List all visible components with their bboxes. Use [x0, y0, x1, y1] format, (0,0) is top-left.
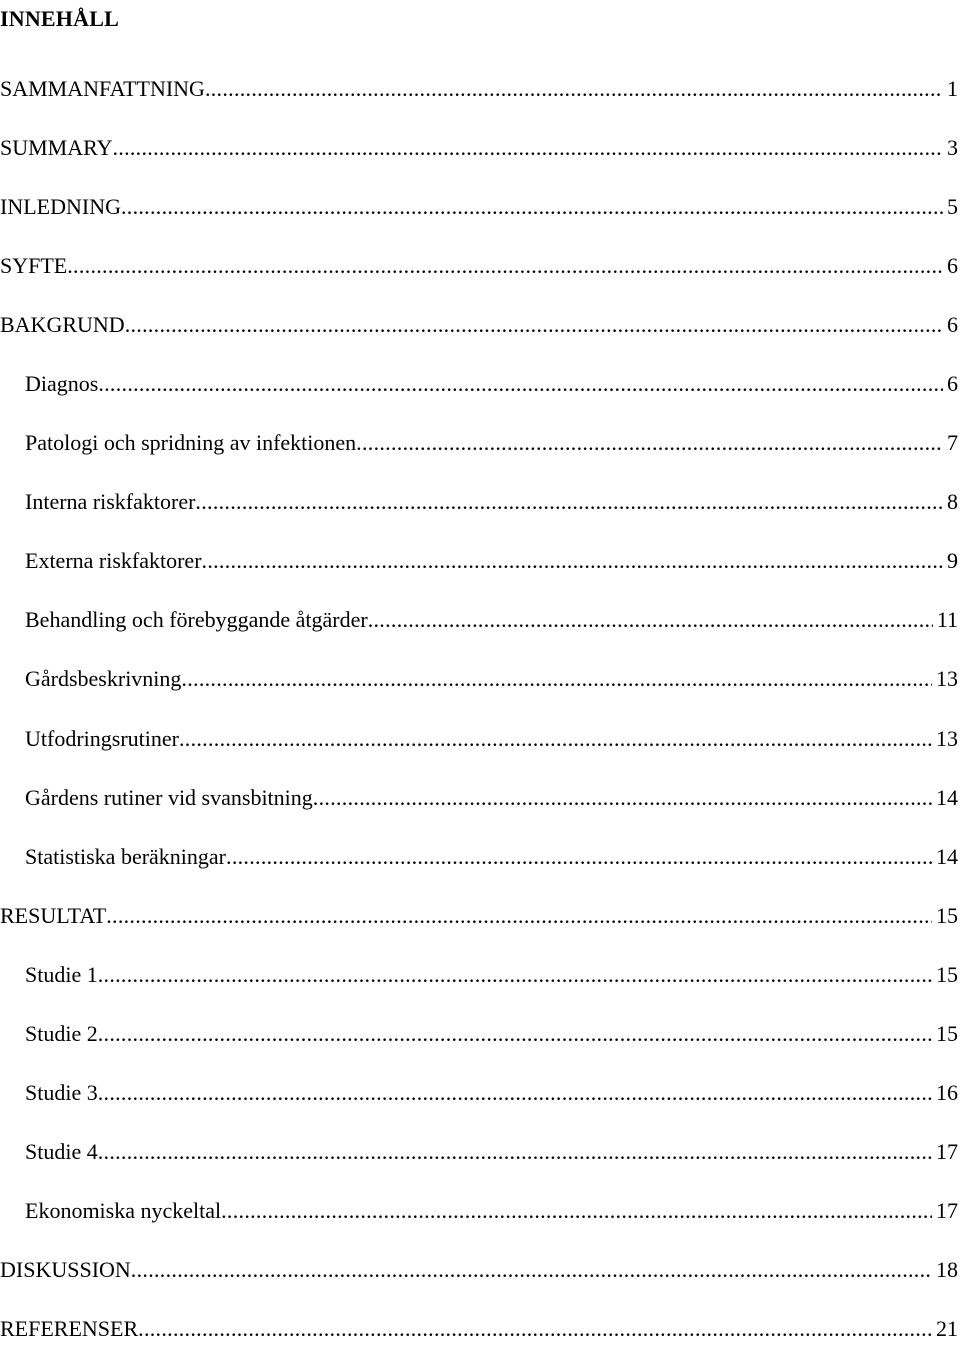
toc-entry[interactable]	[0, 1313, 960, 1372]
toc-entry[interactable]	[0, 191, 960, 250]
toc-dot-leader	[131, 1254, 932, 1286]
toc-entry-label: Ekonomiska nyckeltal	[25, 1197, 222, 1223]
toc-dot-leader	[98, 959, 932, 991]
toc-entry[interactable]	[0, 250, 960, 309]
toc-entry[interactable]	[0, 900, 960, 959]
toc-entry-page-number: 9	[947, 548, 958, 574]
toc-dot-leader	[181, 663, 932, 695]
toc-title: INNEHÅLL	[0, 6, 119, 31]
toc-entry-label: INLEDNING	[0, 194, 121, 220]
toc-entry-page-number: 3	[947, 135, 958, 161]
toc-entry-label: BAKGRUND	[0, 312, 125, 338]
toc-entry-page-number: 8	[947, 489, 958, 515]
toc-dot-leader	[98, 1018, 932, 1050]
toc-entry[interactable]	[0, 723, 960, 782]
toc-dot-leader	[195, 486, 943, 518]
toc-dot-leader	[226, 841, 932, 873]
toc-entry-label: Statistiska beräkningar	[25, 843, 227, 869]
toc-entry[interactable]	[0, 604, 960, 663]
table-of-contents	[0, 73, 960, 1372]
toc-entry[interactable]	[0, 782, 960, 841]
toc-entry-page-number: 1	[947, 76, 958, 101]
toc-dot-leader	[221, 1195, 932, 1227]
toc-dot-leader	[98, 1136, 932, 1168]
toc-entry-label: Studie 1	[25, 961, 98, 987]
toc-entry-page-number: 5	[947, 194, 958, 220]
toc-dot-leader	[67, 250, 943, 282]
toc-entry-page-number: 6	[947, 312, 958, 338]
toc-entry-label: Gårdsbeskrivning	[25, 666, 182, 692]
toc-entry[interactable]	[0, 959, 960, 1018]
toc-dot-leader	[179, 723, 932, 755]
toc-entry-label: SUMMARY	[0, 135, 113, 161]
toc-entry-label: SYFTE	[0, 253, 68, 279]
toc-entry-page-number: 16	[936, 1079, 958, 1105]
toc-entry-label: Utfodringsrutiner	[25, 725, 179, 751]
toc-entry-page-number: 14	[936, 843, 958, 869]
toc-entry-page-number: 21	[936, 1315, 958, 1341]
toc-dot-leader	[356, 427, 943, 459]
toc-entry[interactable]	[0, 1077, 960, 1136]
toc-entry-page-number: 11	[936, 607, 958, 633]
toc-entry-label: Diagnos	[25, 371, 99, 397]
toc-entry-page-number: 13	[936, 666, 958, 692]
toc-entry-label: RESULTAT	[0, 902, 107, 928]
toc-entry[interactable]	[0, 545, 960, 604]
toc-entry[interactable]	[0, 1018, 960, 1077]
toc-entry-page-number: 13	[936, 725, 958, 751]
toc-entry-label: Patologi och spridning av infektionen	[25, 430, 357, 456]
toc-entry-label: Studie 4	[25, 1138, 98, 1164]
toc-entry-label: Studie 2	[25, 1020, 98, 1046]
toc-entry-page-number: 15	[936, 961, 958, 987]
toc-entry[interactable]	[0, 1254, 960, 1313]
toc-dot-leader	[98, 1077, 932, 1109]
toc-dot-leader	[125, 309, 943, 341]
toc-entry-label: REFERENSER	[0, 1315, 139, 1341]
toc-entry-label: Behandling och förebyggande åtgärder	[25, 607, 368, 633]
toc-dot-leader	[368, 604, 933, 636]
toc-entry[interactable]	[0, 427, 960, 486]
toc-entry[interactable]	[0, 1195, 960, 1254]
toc-entry-page-number: 6	[947, 371, 958, 397]
toc-dot-leader	[205, 73, 943, 105]
toc-entry-page-number: 15	[936, 1020, 958, 1046]
toc-entry-label: SAMMANFATTNING	[0, 76, 205, 101]
toc-entry-page-number: 18	[936, 1256, 958, 1282]
toc-dot-leader	[202, 545, 943, 577]
toc-entry[interactable]	[0, 1136, 960, 1195]
toc-entry[interactable]	[0, 73, 960, 132]
toc-entry-page-number: 17	[936, 1138, 958, 1164]
toc-entry[interactable]	[0, 663, 960, 722]
toc-entry-label: Studie 3	[25, 1079, 98, 1105]
toc-entry[interactable]	[0, 486, 960, 545]
toc-dot-leader	[138, 1313, 932, 1345]
toc-dot-leader	[313, 782, 932, 814]
toc-dot-leader	[112, 132, 943, 164]
toc-entry-label: DISKUSSION	[0, 1256, 131, 1282]
toc-entry[interactable]	[0, 132, 960, 191]
toc-entry[interactable]	[0, 841, 960, 900]
toc-entry[interactable]	[0, 309, 960, 368]
toc-entry-label: Interna riskfaktorer	[25, 489, 196, 515]
toc-dot-leader	[98, 368, 943, 400]
toc-entry-label: Gårdens rutiner vid svansbitning	[25, 784, 313, 810]
toc-entry-label: Externa riskfaktorer	[25, 548, 202, 574]
toc-entry-page-number: 7	[947, 430, 958, 456]
toc-entry-page-number: 6	[947, 253, 958, 279]
toc-entry[interactable]	[0, 368, 960, 427]
toc-entry-page-number: 15	[936, 902, 958, 928]
toc-dot-leader	[121, 191, 943, 223]
toc-dot-leader	[106, 900, 932, 932]
toc-entry-page-number: 17	[936, 1197, 958, 1223]
toc-entry-page-number: 14	[936, 784, 958, 810]
